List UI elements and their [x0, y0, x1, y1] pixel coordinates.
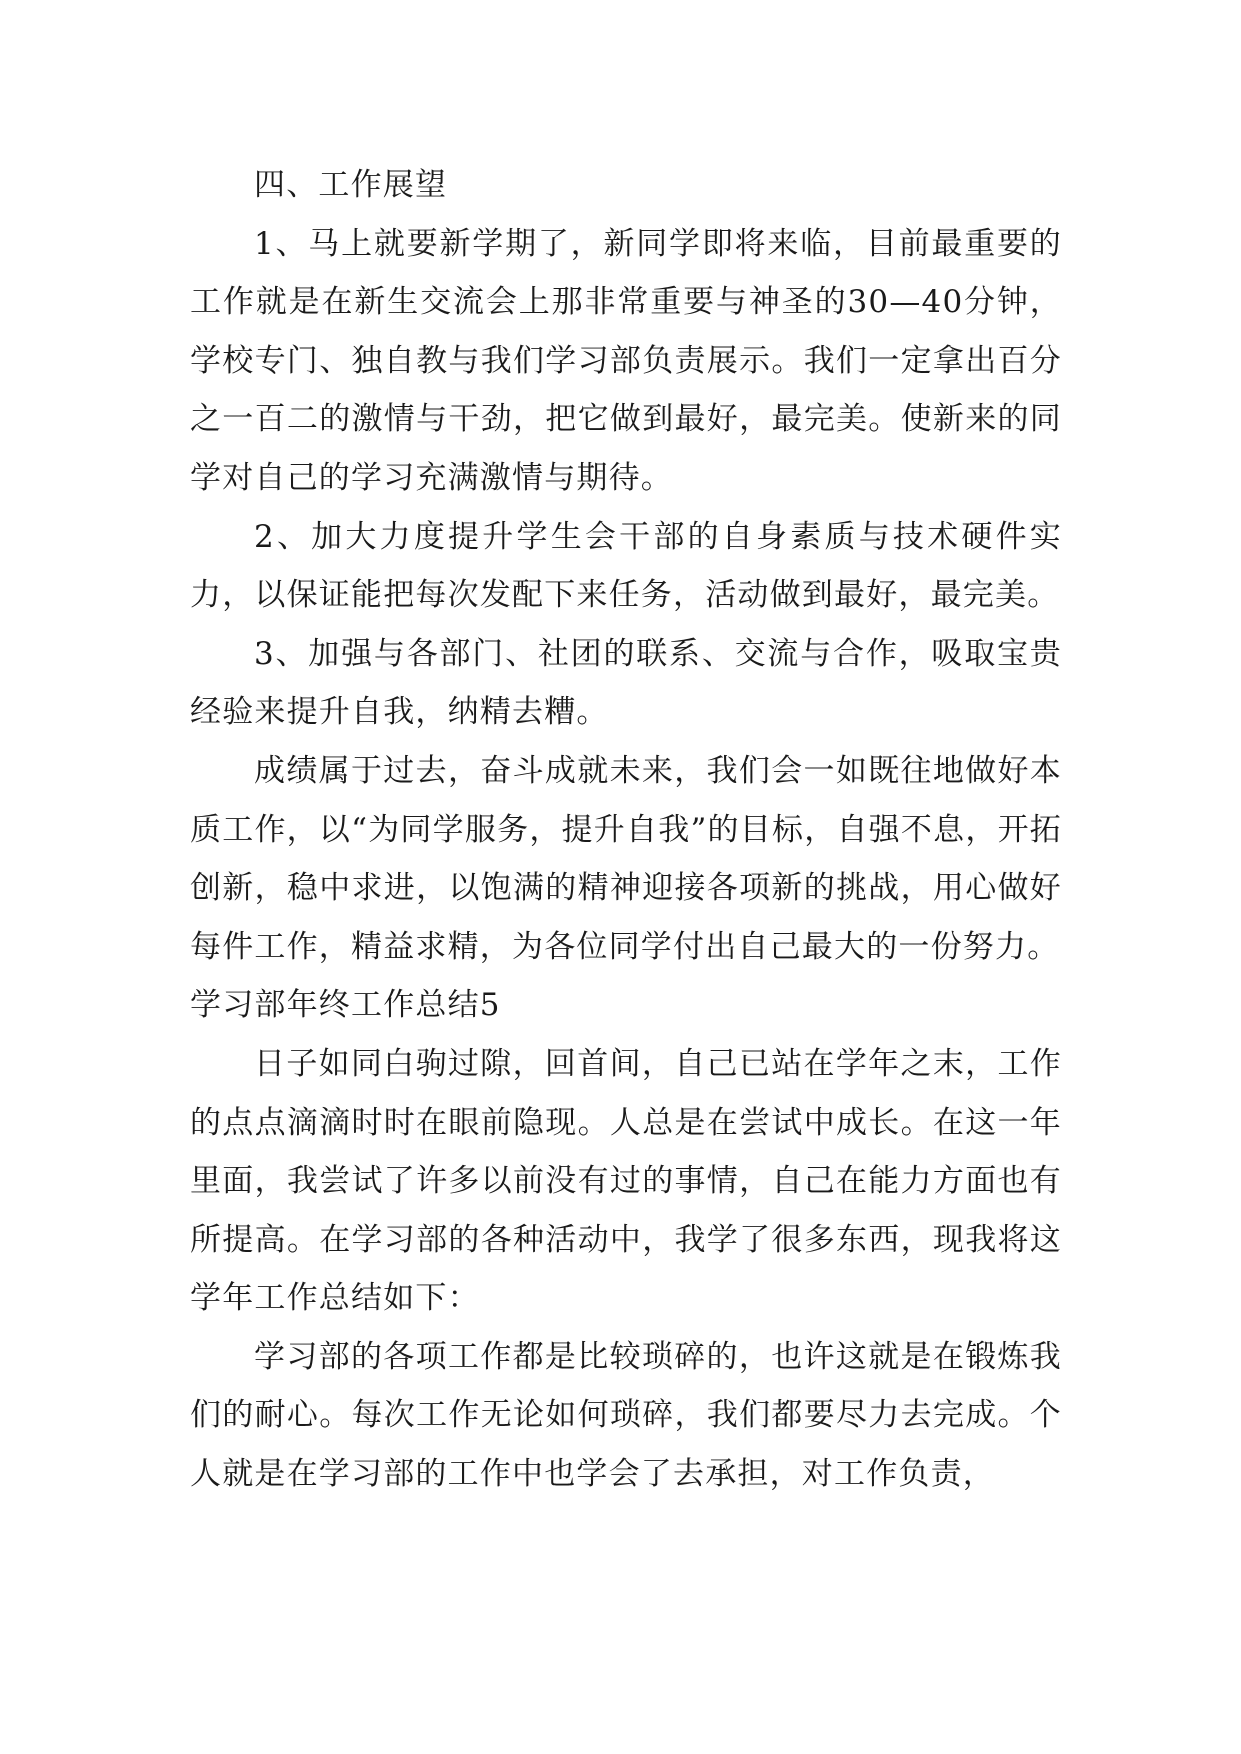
- document-title: 学习部年终工作总结5: [190, 987, 501, 1024]
- paragraph: 2、加大力度提升学生会干部的自身素质与技术硬件实力，以保证能把每次发配下来任务，活动做到最好，最完美。: [190, 518, 1062, 614]
- paragraph: 1、马上就要新学期了，新同学即将来临，目前最重要的工作就是在新生交流会上那非常重要与神圣的30—40分钟，学校专门、独自教与我们学习部负责展示。我们一定拿出百分之一百二的激情与干劲，把它做到最好，最完美。使新来的同学对自己的学习充满激情与期待。: [190, 225, 1062, 496]
- document-body: [190, 156, 1062, 1504]
- paragraph: 学习部的各项工作都是比较琐碎的，也许这就是在锻炼我们的耐心。每次工作无论如何琐碎，我们都要尽力去完成。个人就是在学习部的工作中也学会了去承担，对工作负责，: [190, 1338, 1062, 1493]
- paragraph: 日子如同白驹过隙，回首间，自己已站在学年之末，工作的点点滴滴时时在眼前隐现。人总是在尝试中成长。在这一年里面，我尝试了许多以前没有过的事情，自己在能力方面也有所提高。在学习部的各种活动中，我学了很多东西，现我将这学年工作总结如下：: [190, 1045, 1062, 1317]
- paragraph: 3、加强与各部门、社团的联系、交流与合作，吸取宝贵经验来提升自我，纳精去糟。: [190, 635, 1062, 731]
- section-heading: 四、工作展望: [254, 167, 448, 203]
- paragraph: 成绩属于过去，奋斗成就未来，我们会一如既往地做好本质工作，以“为同学服务，提升自我”的目标，自强不息，开拓创新，稳中求进，以饱满的精神迎接各项新的挑战，用心做好每件工作，精益求精，为各位同学付出自己最大的一份努力。: [190, 752, 1062, 965]
